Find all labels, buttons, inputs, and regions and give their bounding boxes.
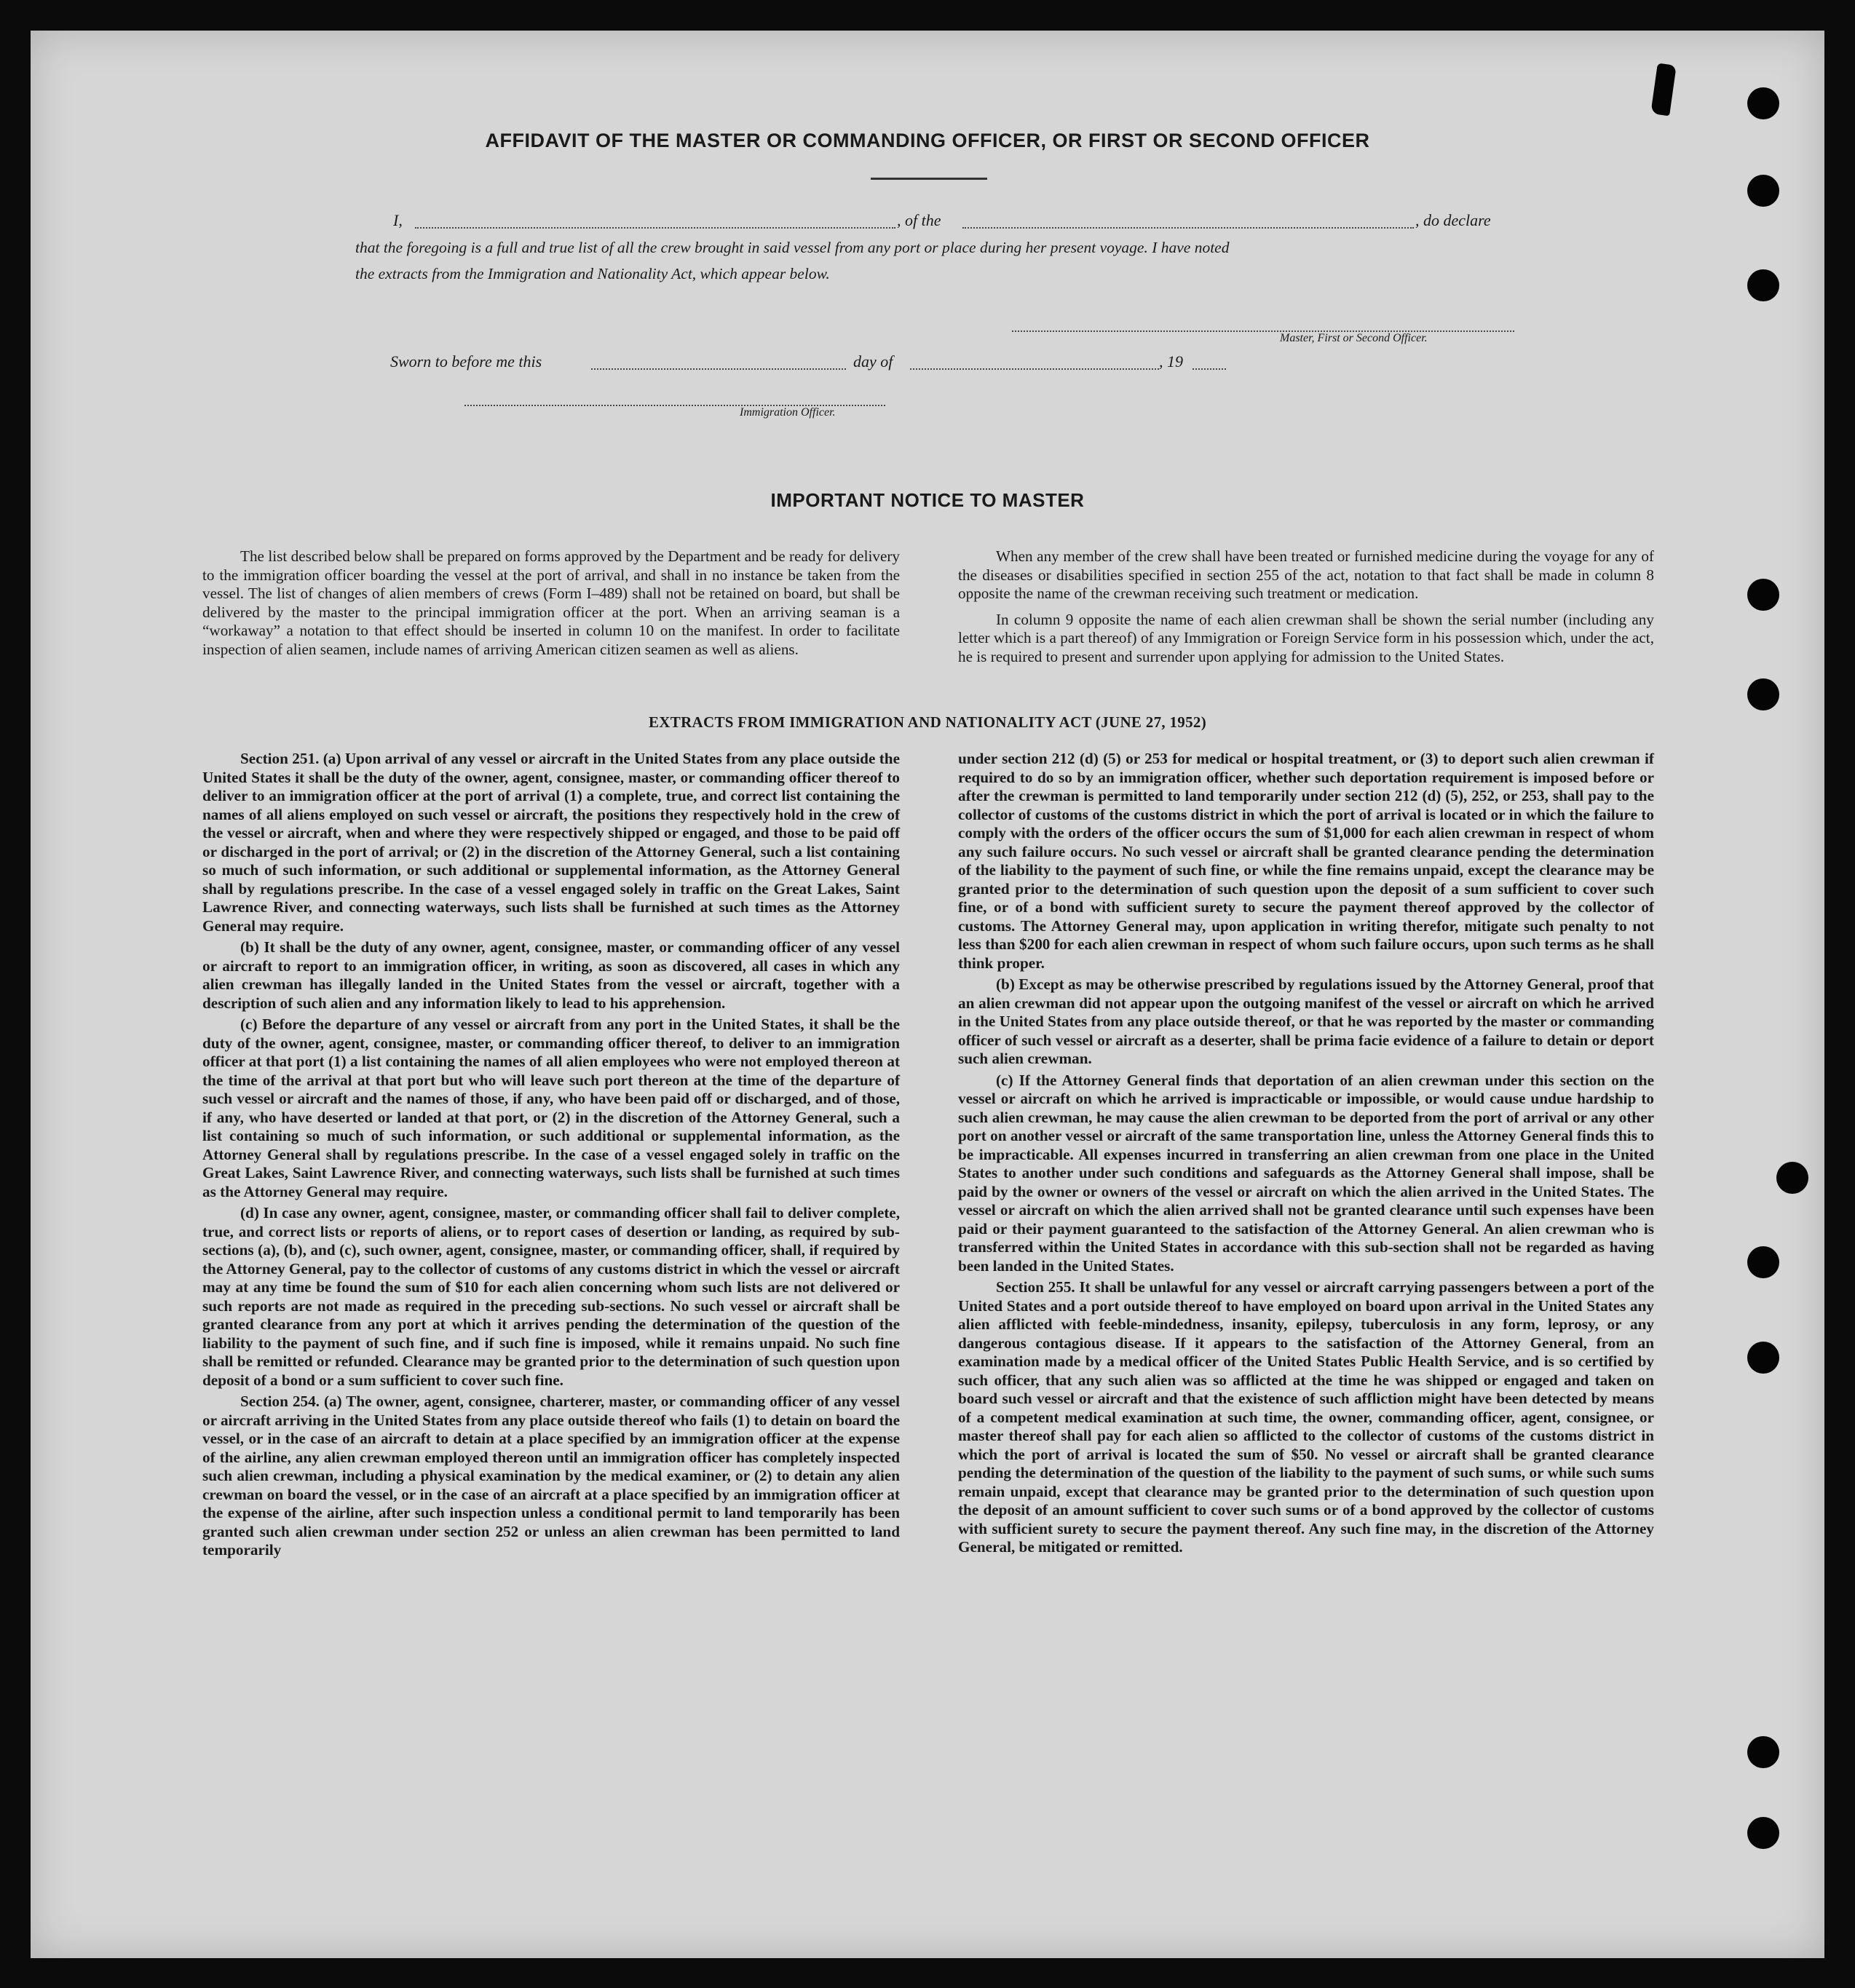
section-251d: (d) In case any owner, agent, consignee, master, or commanding officer shall fail to deliver complete, true, and correct lists or reports of aliens, or to report cases of desertion or landing, as required by sub-sections (a), (b), and (c), such owner, agent, consignee, master, or commanding officer, shall, if required by the Attorney General, pay to the collector of customs of any customs district in which the vessel or aircraft may at any time be found the sum of $10 for each alien concerning whom such lists are not delivered or such reports are not made as required in the preceding sub-sections. No such vessel or aircraft shall be granted clearance from any port at which it arrives pending the determination of the question of the liability to the payment of such fine, and if such fine is imposed, while it remains unpaid. No such fine shall be remitted or refunded. Clearance may be granted prior to the determination of such question upon deposit of a bond or a sum sufficient to cover such fine. xyxy=(202,1204,900,1389)
immigration-officer-caption: Immigration Officer. xyxy=(740,406,836,419)
section-254b: (b) Except as may be otherwise prescribed by regulations issued by the Attorney General, proof that an alien crewman did not appear upon the outgoing manifest of the vessel or aircraft on which he arrived in the United States from any place outside thereof, or that he was reported by the master or commanding officer of such vessel or aircraft as a deserter, shall be prima facie evidence of a failure to detain or deport such alien crewman. xyxy=(958,975,1654,1067)
affidavit-title: AFFIDAVIT OF THE MASTER OR COMMANDING OFFICER, OR FIRST OR SECOND OFFICER xyxy=(485,130,1370,151)
name-field[interactable] xyxy=(415,227,895,229)
extracts-left-column xyxy=(202,750,900,1563)
notice-title: IMPORTANT NOTICE TO MASTER xyxy=(770,489,1085,511)
extracts-right-column xyxy=(958,750,1654,1560)
section-254a: Section 254. (a) The owner, agent, consignee, charterer, master, or commanding officer of any vessel or aircraft arriving in the United States from any place outside thereof who fails (1) to detain on board the vessel, or in the case of an aircraft to detain at a place specified by an immigration officer at the expense of the airline, any alien crewman employed thereon until an immigration officer has completely inspected such alien crewman, including a physical examination by the medical examiner, or (2) to detain any alien crewman on board the vessel, or in the case of an aircraft at a place specified by an immigration officer at the expense of the airline, after such inspection unless a conditional permit to land temporarily has been granted such alien crewman under section 252 or unless an alien crewman has been permitted to land temporarily xyxy=(202,1393,900,1559)
punch-hole xyxy=(1747,269,1779,301)
notice-right-column xyxy=(958,547,1654,669)
punch-hole xyxy=(1747,579,1779,611)
sworn-year-field[interactable] xyxy=(1192,368,1226,370)
section-251b: (b) It shall be the duty of any owner, agent, consignee, master, or commanding officer of any vessel or aircraft to report to an immigration officer, in writing, as soon as discovered, all cases in which any alien crewman has illegally landed in the United States from the vessel or aircraft, together with a description of such alien and any information likely to lead to his apprehension. xyxy=(202,938,900,1012)
section-255: Section 255. It shall be unlawful for any vessel or aircraft carrying passengers between a port of the United States and a port outside thereof to have employed on board upon arrival in the United States any alien afflicted with feeble-mindedness, insanity, epilepsy, tuberculosis in any form, leprosy, or any dangerous contagious disease. If it appears to the satisfaction of the Attorney General, from an examination made by a medical officer of the United States Public Health Service, and is so certified by such officer, that any such alien was so afflicted at the time he was shipped or engaged and taken on board such vessel or aircraft and that the existence of such affliction might have been detected by means of a competent medical examination at such time, the owner, commanding officer, agent, consignee, or master thereof shall pay for each alien so afflicted to the collector of customs of the customs district in which the port of arrival is located the sum of $50. No vessel or aircraft shall be granted clearance pending the determination of the question of the liability to the payment of such sums, or while such sums remain unpaid, except that clearance may be granted prior to the determination of such question upon the deposit of an amount sufficient to cover such sums or of a bond approved by the collector of customs with sufficient surety to secure the payment thereof. Any such fine may, in the discretion of the Attorney General, be mitigated or remitted. xyxy=(958,1278,1654,1556)
notice-left-paragraph: The list described below shall be prepared on forms approved by the Department and be ready for delivery to the immigration officer boarding the vessel at the port of arrival, and shall in no instance be taken from the vessel. The list of changes of alien members of crews (Form I–489) shall not be retained on board, but shall be delivered by the master to the principal immigration officer at the port. When an arriving seaman is a “workaway” a notation to that effect should be inserted in column 10 on the manifest. In order to facilitate inspection of alien seamen, include names of arriving American citizen seamen as well as aliens. xyxy=(202,547,900,658)
section-254a-continued: under section 212 (d) (5) or 253 for medical or hospital treatment, or (3) to deport such alien crewman if required to do so by an immigration officer, whether such deportation requirement is imposed before or after the crewman is permitted to land temporarily under section 212 (d) (5), 252, or 253, shall pay to the collector of customs of the customs district in which the port of arrival is located or in which the failure to comply with the orders of the officer occurs the sum of $1,000 for each alien crewman in respect of whom any such failure occurs. No such vessel or aircraft shall be granted clearance pending the determination of the liability to the payment of such fine, or while the fine remains unpaid, except the clearance may be granted prior to the determination of such question upon the deposit of a sum sufficient to cover such fine, or of a bond with sufficient surety to secure the payment thereof approved by the collector of customs. The Attorney General may, upon application in writing therefor, mitigate such penalty to not less than $200 for each alien crewman in respect of whom such failure occurs, upon such terms as he shall think proper. xyxy=(958,750,1654,972)
punch-hole xyxy=(1747,1246,1779,1278)
section-254c: (c) If the Attorney General finds that deportation of an alien crewman under this section on the vessel or aircraft on which he arrived is impracticable or impossible, or would cause undue hardship to such alien crewman, he may cause the alien crewman to be deported from the port of arrival or any other port on another vessel or aircraft of the same transportation line, unless the Attorney General finds this to be impracticable. All expenses incurred in transferring an alien crewman from one place in the United States to another under such conditions and safeguards as the Attorney General shall impose, shall be paid by the owner or owners of the vessel or aircraft on which the alien arrived in the United States. The vessel or aircraft on which the alien arrived shall not be granted clearance until such expenses have been paid or their payment guaranteed to the satisfaction of the Attorney General. An alien crewman who is transferred within the United States in accordance with this sub-section shall not be regarded as having been landed in the United States. xyxy=(958,1071,1654,1275)
sworn-day-of: day of xyxy=(853,352,893,371)
master-signature-caption: Master, First or Second Officer. xyxy=(1280,332,1428,344)
section-251a: Section 251. (a) Upon arrival of any vessel or aircraft in the United States from any place outside the United States it shall be the duty of the owner, agent, consignee, master, or commanding officer thereof to deliver to an immigration officer at the port of arrival (1) a complete, true, and correct list containing the names of all aliens employed on such vessel or aircraft, the positions they respectively hold in the crew of the vessel or aircraft, when and where they were respectively shipped or engaged, and those to be paid off or discharged in the port of arrival; or (2) in the discretion of the Attorney General, such a list containing so much of such information, or such additional or supplemental information, as the Attorney General shall by regulations prescribe. In the case of a vessel engaged solely in traffic on the Great Lakes, Saint Lawrence River, and connecting waterways, such lists shall be furnished at such times as the Attorney General may require. xyxy=(202,750,900,935)
notice-left-column xyxy=(202,547,900,662)
master-signature-field[interactable] xyxy=(1012,330,1514,332)
title-divider xyxy=(871,178,987,180)
sworn-day-field[interactable] xyxy=(591,368,846,370)
affidavit-line-3: the extracts from the Immigration and Nationality Act, which appear below. xyxy=(355,265,830,282)
section-251c: (c) Before the departure of any vessel or aircraft from any port in the United States, it shall be the duty of the owner, agent, consignee, master, or commanding officer thereof, to deliver to an immigration officer at that port (1) a list containing the names of all alien employees who were not employed thereon at the time of the arrival at that port but who will leave such port thereon at the time of the departure of such vessel or aircraft and the names of those, if any, who have been paid off or discharged, and of those, if any, who have deserted or landed at that port, or (2) in the discretion of the Attorney General, such a list containing so much of such information, or such additional or supplemental information, as the Attorney General shall by regulations prescribe. In the case of a vessel engaged solely in traffic on the Great Lakes, Saint Lawrence River, and connecting waterways, such lists shall be furnished at such times as the Attorney General may require. xyxy=(202,1015,900,1200)
punch-hole xyxy=(1747,1736,1779,1768)
punch-hole xyxy=(1747,175,1779,207)
affidavit-do-declare: , do declare xyxy=(1415,211,1491,229)
vessel-field[interactable] xyxy=(962,227,1414,229)
punch-hole xyxy=(1776,1162,1808,1194)
sworn-year: , 19 xyxy=(1159,352,1183,371)
punch-hole xyxy=(1747,87,1779,119)
punch-hole xyxy=(1747,1342,1779,1374)
sworn-prefix: Sworn to before me this xyxy=(390,352,542,371)
sworn-month-field[interactable] xyxy=(910,368,1159,370)
notice-right-paragraph-2: In column 9 opposite the name of each alien crewman shall be shown the serial number (including any letter which is a part thereof) of any Immigration or Foreign Service form in his possession which, under the act, he is required to present and surrender upon applying for admission to the United States. xyxy=(958,610,1654,665)
punch-hole xyxy=(1747,1817,1779,1849)
notice-right-paragraph-1: When any member of the crew shall have been treated or furnished medicine during the voyage for any of the diseases or disabilities specified in section 255 of the act, notation to that fact shall be made in column 8 opposite the name of the crewman receiving such treatment or medication. xyxy=(958,547,1654,602)
affidavit-line-i: I, xyxy=(393,211,403,229)
extracts-title: EXTRACTS FROM IMMIGRATION AND NATIONALITY ACT (JUNE 27, 1952) xyxy=(649,713,1206,731)
affidavit-of-the: , of the xyxy=(897,211,941,229)
affidavit-line-2: that the foregoing is a full and true list of all the crew brought in said vessel from any port or place during her present voyage. I have noted xyxy=(355,239,1230,256)
punch-hole xyxy=(1747,678,1779,710)
